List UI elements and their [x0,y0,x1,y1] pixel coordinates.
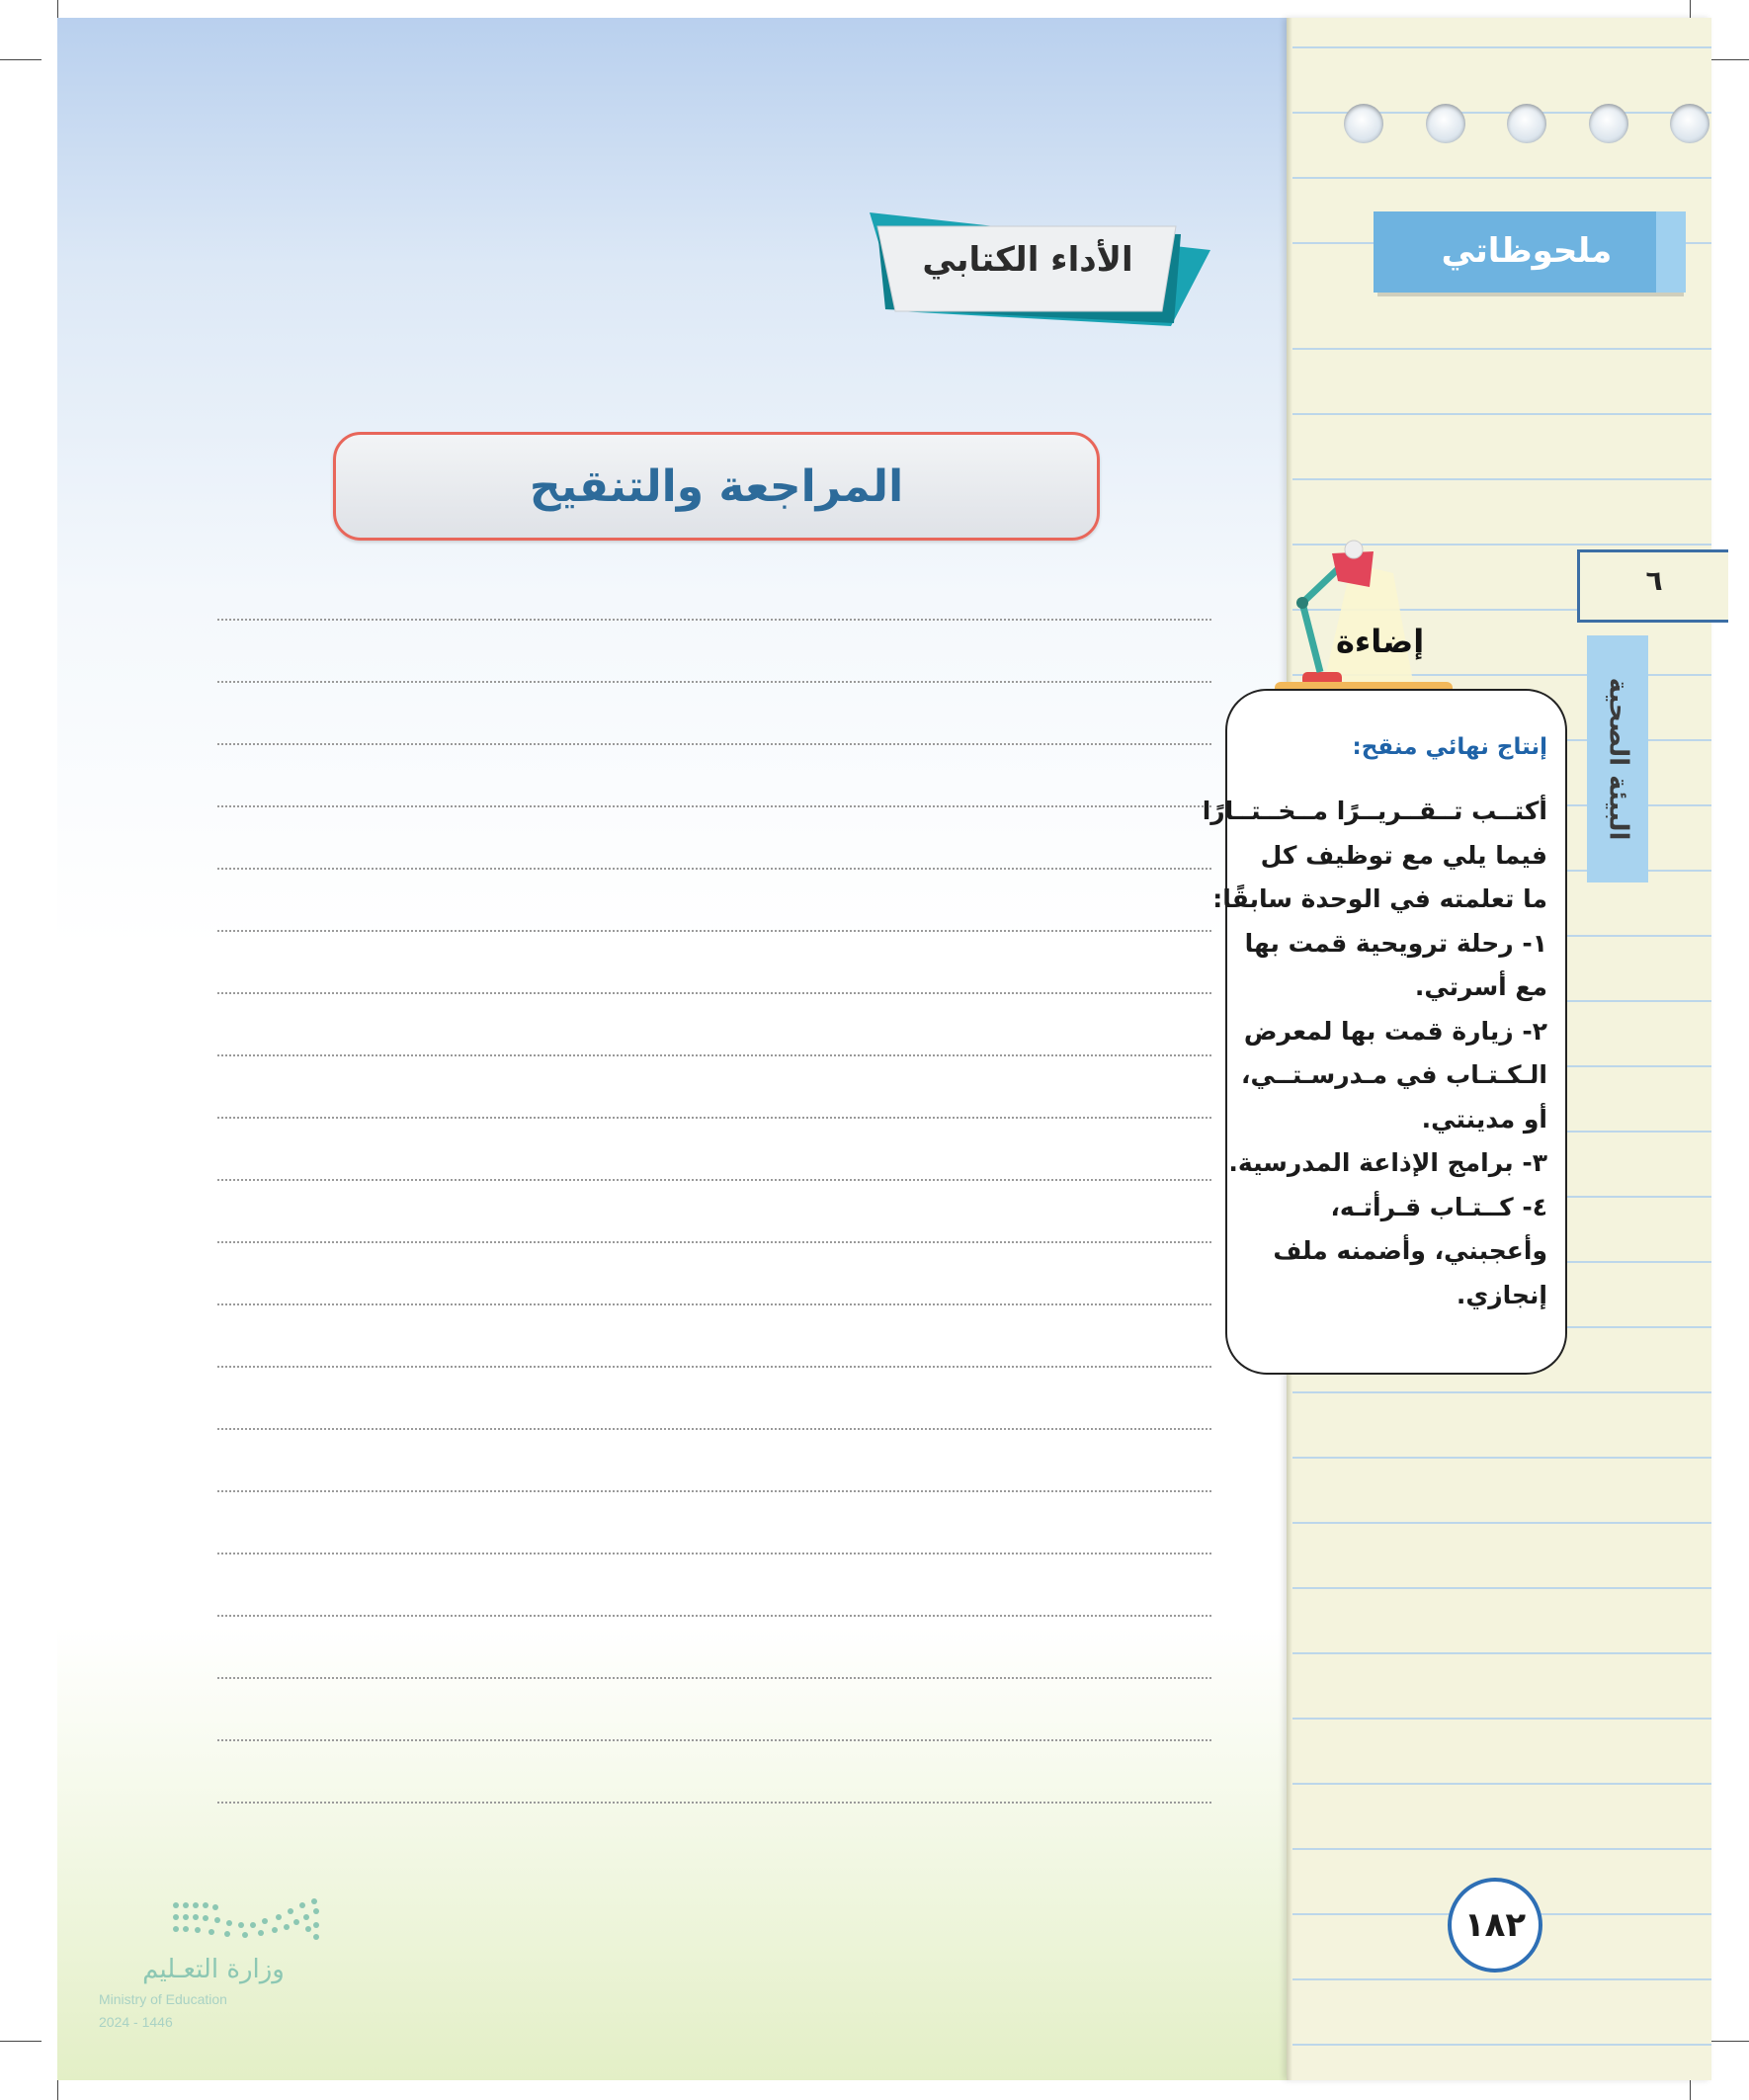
info-card [1202,689,1567,1375]
card-line: الـكـتـاب في مـدرسـتــي، [1241,1060,1547,1089]
ministry-year: 2024 - 1446 [99,2014,173,2030]
crop-mark [1707,2041,1749,2042]
crop-mark [1707,59,1749,60]
card-line: مع أسرتي. [1414,972,1547,1001]
unit-number-box [1577,549,1728,623]
writing-line[interactable] [217,1802,1211,1804]
card-line: إنجازي. [1456,1280,1547,1309]
writing-line[interactable] [217,868,1211,870]
card-line: ما تعلمته في الوحدة سابقًا: [1212,884,1547,913]
ministry-name-ar: وزارة التعـليم [142,1955,285,1984]
writing-line[interactable] [217,1490,1211,1492]
lamp-label: إضاءة [1336,623,1425,660]
ministry-logo-dots [170,1897,323,1945]
writing-line[interactable] [217,1054,1211,1056]
writing-line[interactable] [217,1117,1211,1119]
card-line: ٤- كــتـاب قـرأتـه، [1330,1192,1547,1221]
card-line: أكتــب تــقــريــرًا مــخــتــارًا [1202,797,1547,825]
writing-line[interactable] [217,1179,1211,1181]
binder-hole [1507,104,1546,143]
notes-label [1374,211,1680,293]
unit-ribbon [1587,635,1648,882]
writing-line[interactable] [217,1241,1211,1243]
card-line: أو مدينتي. [1421,1104,1547,1134]
notes-label-text: ملحوظاتي [1441,231,1613,271]
writing-line[interactable] [217,1615,1211,1617]
crop-mark [0,2041,42,2042]
page-background [57,18,1294,2080]
writing-line[interactable] [217,930,1211,932]
card-line: وأعجبني، وأضمنه ملف [1273,1236,1547,1265]
writing-line[interactable] [217,992,1211,994]
binder-hole [1670,104,1709,143]
writing-line[interactable] [217,1677,1211,1679]
card-heading: إنتاج نهائي منقح: [1352,734,1547,760]
section-tab [860,212,1215,326]
writing-line[interactable] [217,1428,1211,1430]
writing-line[interactable] [217,1739,1211,1741]
binder-hole [1589,104,1628,143]
card-body [1202,790,1547,1317]
crop-mark [0,59,42,60]
lamp-icon [1275,534,1443,692]
card-line: ٢- زيارة قمت بها لمعرض [1243,1016,1547,1046]
page-number-text: ١٨٢ [1463,1905,1527,1945]
writing-line[interactable] [217,1553,1211,1554]
card-line: فيما يلي مع توظيف كل [1260,840,1547,870]
unit-name-wrap [1587,635,1648,882]
page-number [1448,1878,1542,1973]
card-line: ١- رحلة ترويحية قمت بها [1244,928,1547,958]
section-heading [333,432,1100,541]
unit-number: ٦ [1645,564,1663,597]
section-heading-text: المراجعة والتنقيح [529,461,904,512]
writing-line[interactable] [217,743,1211,745]
writing-line[interactable] [217,1366,1211,1368]
ministry-logo [95,1897,332,2036]
lamp-illustration [1275,534,1443,692]
section-tab-label: الأداء الكتابي [922,240,1133,280]
ministry-name-en: Ministry of Education [99,1991,227,2007]
writing-line[interactable] [217,681,1211,683]
binder-hole [1426,104,1465,143]
writing-line[interactable] [217,619,1211,621]
binder-hole [1344,104,1383,143]
writing-line[interactable] [217,805,1211,807]
writing-line[interactable] [217,1303,1211,1305]
unit-name: البيئة الصحية [1603,677,1632,841]
card-line: ٣- برامج الإذاعة المدرسية. [1228,1148,1547,1177]
notes-label-tab [1656,211,1686,293]
